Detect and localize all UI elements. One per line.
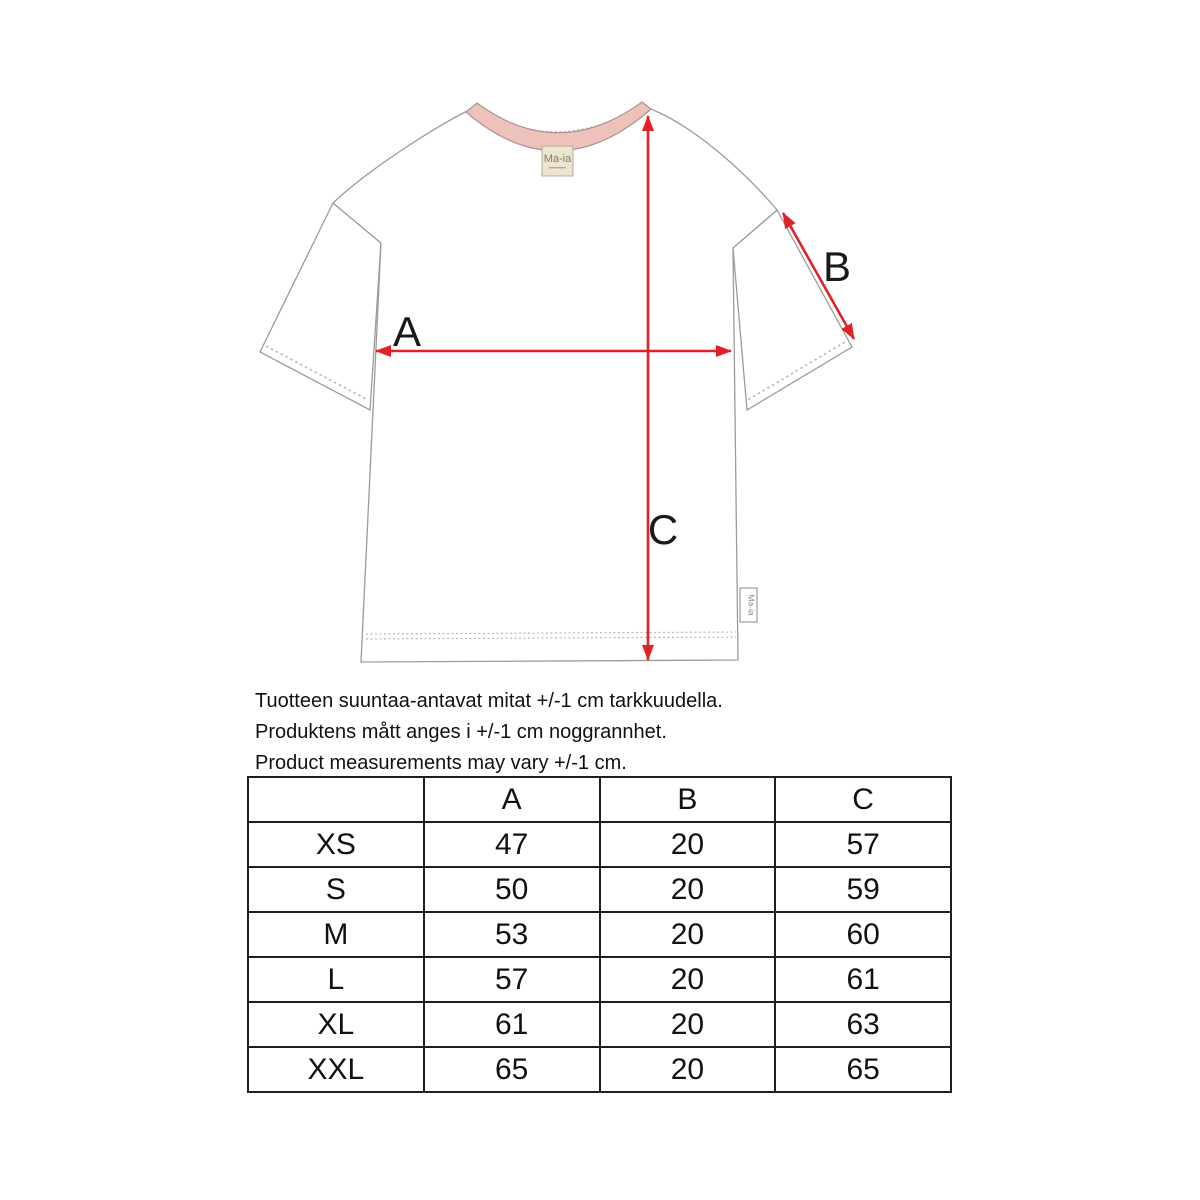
- side-brand-label-text: Ma-ia: [746, 594, 757, 616]
- table-row: [248, 822, 951, 867]
- size-cell: XL: [248, 1002, 424, 1047]
- value-cell-c: 63: [775, 1002, 951, 1047]
- value-cell-b: 20: [600, 1047, 776, 1092]
- value-cell-b: 20: [600, 867, 776, 912]
- value-cell-c: 59: [775, 867, 951, 912]
- value-cell-b: 20: [600, 822, 776, 867]
- measurement-notes: [255, 686, 723, 779]
- value-cell-c: 60: [775, 912, 951, 957]
- header-cell-a: A: [424, 777, 600, 822]
- side-brand-label: [740, 588, 757, 622]
- neck-brand-label: [542, 146, 573, 176]
- size-cell: S: [248, 867, 424, 912]
- header-cell-c: C: [775, 777, 951, 822]
- size-cell: XXL: [248, 1047, 424, 1092]
- tshirt-sleeve-right: [733, 210, 852, 410]
- table-row: [248, 1002, 951, 1047]
- table-row: [248, 867, 951, 912]
- measure-label-b: B: [822, 243, 852, 290]
- size-cell: L: [248, 957, 424, 1002]
- value-cell-c: 57: [775, 822, 951, 867]
- size-table-header-row: [248, 777, 951, 822]
- header-cell-b: B: [600, 777, 776, 822]
- table-row: [248, 912, 951, 957]
- size-table-container: [247, 776, 952, 1093]
- value-cell-b: 20: [600, 912, 776, 957]
- note-swedish: Produktens mått anges i +/-1 cm noggrannhet.: [255, 721, 667, 743]
- value-cell-c: 61: [775, 957, 951, 1002]
- note-english: Product measurements may vary +/-1 cm.: [255, 752, 627, 774]
- value-cell-a: 57: [424, 957, 600, 1002]
- value-cell-c: 65: [775, 1047, 951, 1092]
- value-cell-a: 47: [424, 822, 600, 867]
- note-finnish: Tuotteen suuntaa-antavat mitat +/-1 cm tarkkuudella.: [255, 690, 723, 712]
- value-cell-a: 50: [424, 867, 600, 912]
- value-cell-b: 20: [600, 957, 776, 1002]
- size-table: [247, 776, 952, 1093]
- value-cell-a: 61: [424, 1002, 600, 1047]
- size-cell: XS: [248, 822, 424, 867]
- tshirt-sleeve-left: [260, 203, 381, 410]
- measure-label-a: A: [392, 308, 422, 355]
- measure-label-c: C: [647, 506, 679, 553]
- header-cell-size: [248, 777, 424, 822]
- value-cell-a: 53: [424, 912, 600, 957]
- size-cell: M: [248, 912, 424, 957]
- value-cell-b: 20: [600, 1002, 776, 1047]
- neck-brand-label-text: Ma-ia: [543, 153, 572, 165]
- neck-label-subline: [549, 167, 566, 168]
- table-row: [248, 957, 951, 1002]
- tshirt-body: [333, 109, 777, 662]
- value-cell-a: 65: [424, 1047, 600, 1092]
- table-row: [248, 1047, 951, 1092]
